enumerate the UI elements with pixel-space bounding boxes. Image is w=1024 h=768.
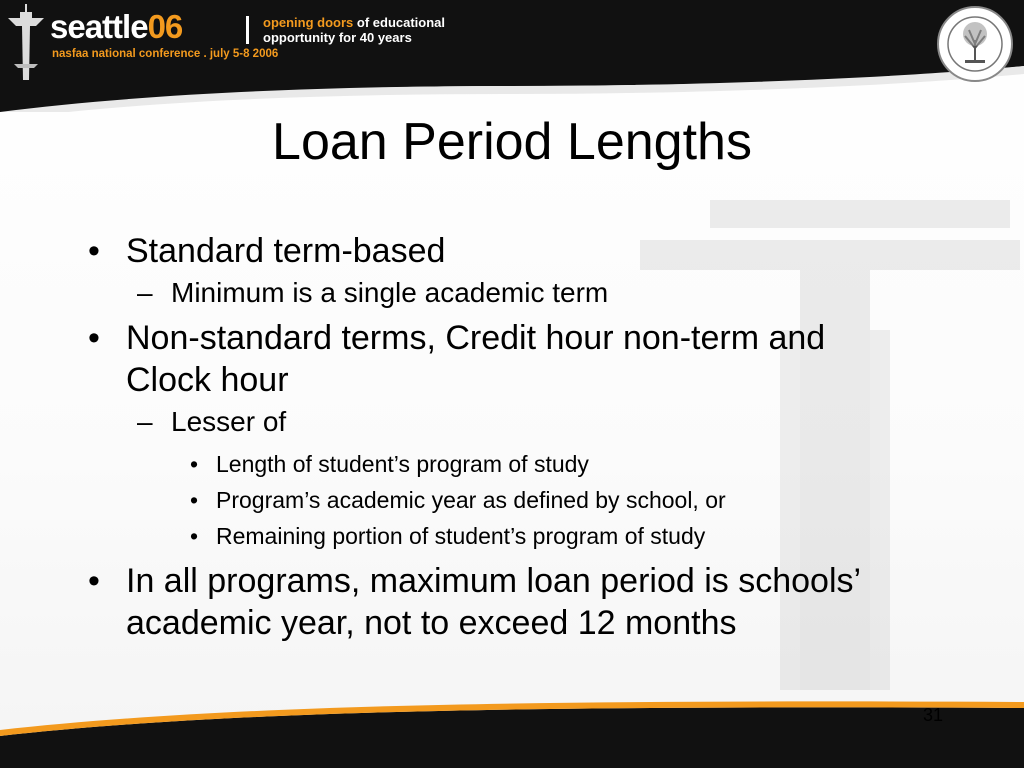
- bullet-list: [82, 230, 902, 646]
- bullet-item: [82, 560, 902, 644]
- bullet-text: Minimum is a single academic term: [171, 277, 609, 308]
- bullet-mark: •: [88, 232, 100, 270]
- tagline-highlight: opening doors: [263, 15, 354, 30]
- page-number: 31: [922, 705, 943, 725]
- conference-subtitle: nasfaa national conference . july 5-8 2006: [52, 48, 279, 60]
- sub-bullet-item: [82, 274, 902, 311]
- sub-sub-bullet-item: [82, 446, 902, 482]
- dash-mark: –: [137, 406, 153, 437]
- department-of-education-seal-icon: [935, 4, 1015, 84]
- brand-year: 06: [147, 8, 183, 45]
- space-needle-icon: [6, 4, 46, 80]
- bullet-mark: •: [190, 451, 199, 477]
- bullet-text: In all programs, maximum loan period is schools’ academic year, not to exceed 12 months: [126, 562, 860, 642]
- slide-title: Loan Period Lengths: [272, 113, 752, 171]
- tagline-line2: opportunity for 40 years: [263, 30, 412, 45]
- bullet-text: Remaining portion of student’s program of study: [216, 523, 706, 549]
- brand-name: seattle: [50, 8, 148, 45]
- sub-bullet-item: [82, 403, 902, 440]
- bullet-mark: •: [190, 487, 199, 513]
- dash-mark: –: [137, 277, 153, 308]
- bullet-text: Standard term-based: [126, 232, 446, 270]
- bullet-text: Program’s academic year as defined by school, or: [216, 487, 726, 513]
- tagline-line1: of educational: [353, 15, 446, 30]
- bullet-item: [82, 317, 902, 401]
- top-banner: [0, 0, 1024, 112]
- bullet-text: Length of student’s program of study: [216, 451, 589, 477]
- bullet-text: Lesser of: [171, 406, 287, 437]
- bullet-item: [82, 230, 902, 272]
- bullet-mark: •: [88, 319, 100, 357]
- sub-sub-bullet-item: [82, 518, 902, 554]
- sub-sub-bullet-item: [82, 482, 902, 518]
- tagline: [263, 15, 445, 45]
- tagline-divider: [246, 16, 249, 44]
- bullet-mark: •: [88, 562, 100, 600]
- bullet-text: Non-standard terms, Credit hour non-term and Clock hour: [126, 319, 826, 399]
- bottom-banner: [0, 700, 1024, 768]
- bullet-mark: •: [190, 523, 199, 549]
